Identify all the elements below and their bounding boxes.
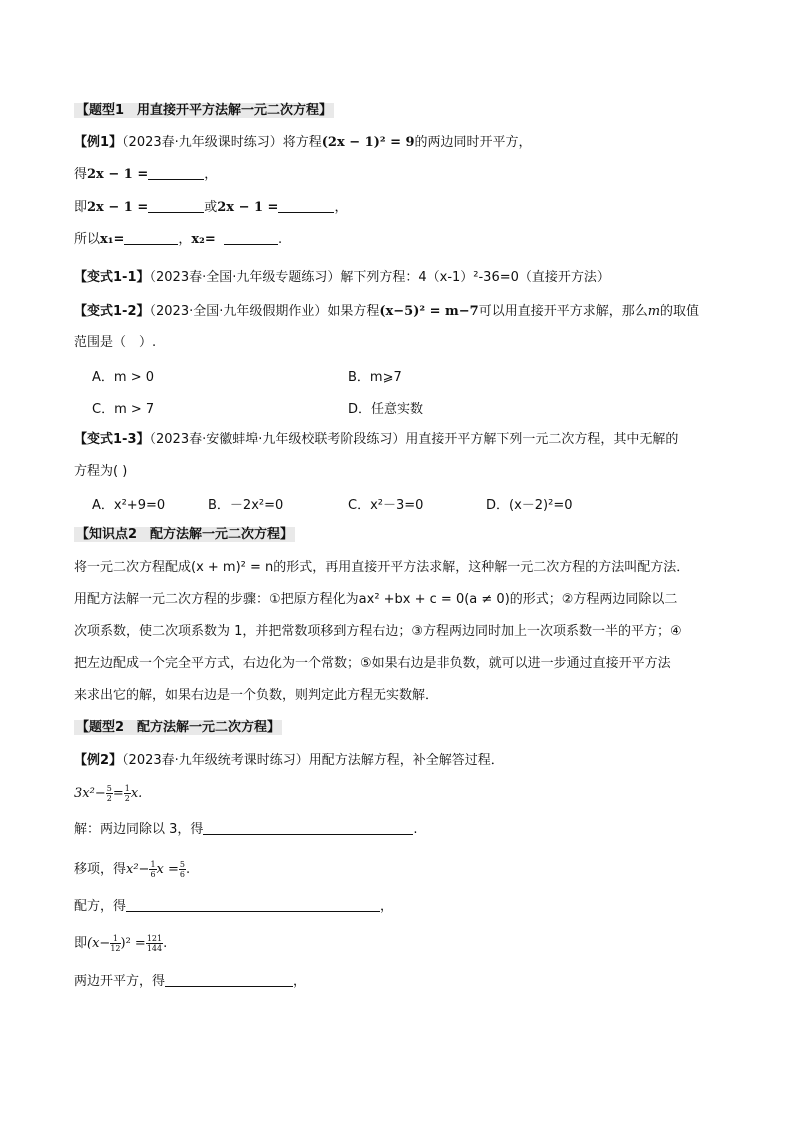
example2-line xyxy=(74,751,504,771)
answer-blank[interactable] xyxy=(278,198,334,213)
fraction xyxy=(179,860,186,879)
variant-1-2-label: 【变式1-2】 xyxy=(74,304,150,319)
comma: ， xyxy=(204,167,218,182)
option-d[interactable]: D．(x－2)²=0 xyxy=(486,498,573,513)
variant-1-1-label: 【变式1-1】 xyxy=(74,270,150,285)
option-c[interactable]: C．x²－3=0 xyxy=(348,498,424,513)
variant-1-2-equation: (x−5)² = m−7 xyxy=(379,304,479,319)
example2-equation xyxy=(74,784,142,804)
kp2-heading-text: 【知识点2 配方法解一元二次方程】 xyxy=(76,527,294,542)
option-a[interactable]: A．x²+9=0 xyxy=(92,498,166,513)
or-word: 或 xyxy=(204,200,218,215)
example1-step2 xyxy=(74,198,347,218)
numerator: 121 xyxy=(146,934,163,943)
variant-1-3-text1: （2023春·安徽蚌埠·九年级校联考阶段练习）用直接开平方解下列一元二次方程，其中无解的 xyxy=(149,432,679,447)
eq-part: x²− xyxy=(126,862,150,877)
denominator: 2 xyxy=(106,794,112,803)
solution-step1 xyxy=(74,820,418,840)
step2-equation-a: 2x − 1 = xyxy=(87,200,149,215)
answer-blank[interactable] xyxy=(203,820,413,835)
solution-step5 xyxy=(74,972,306,992)
period: . xyxy=(163,936,168,951)
variant-1-3-label: 【变式1-3】 xyxy=(74,432,150,447)
type2-heading-text: 【题型2 配方法解一元二次方程】 xyxy=(76,720,281,735)
comma: ， xyxy=(293,974,307,989)
step-text: 解：两边同除以 3，得 xyxy=(74,822,204,837)
example1-step3 xyxy=(74,230,282,250)
step1-prefix: 得 xyxy=(74,167,88,182)
step-text: 配方，得 xyxy=(74,899,127,914)
variant-1-3-cont: 方程为( ) xyxy=(74,464,128,479)
example1-line xyxy=(74,133,532,153)
step-text: 两边开平方，得 xyxy=(74,974,166,989)
eq-part: = xyxy=(112,786,124,801)
eq-part: )² = xyxy=(120,936,146,951)
example2-label: 【例2】 xyxy=(74,753,123,768)
kp2-paragraph-line: 用配方法解一元二次方程的步骤：①把原方程化为ax² +bx + c = 0(a ≠ 0)的形式；②方程两边同除以二 xyxy=(74,592,678,607)
period: . xyxy=(186,862,191,877)
eq-part: 3x²− xyxy=(74,786,106,801)
knowledge-point-2-heading xyxy=(74,525,295,545)
kp2-paragraph-line: 将一元二次方程配成(x + m)² = n的形式，再用直接开平方法求解，这种解一元二次方程的方法叫配方法． xyxy=(74,560,690,575)
option-d[interactable]: D．任意实数 xyxy=(348,402,424,417)
answer-blank[interactable] xyxy=(148,198,204,213)
answer-blank[interactable] xyxy=(224,230,278,245)
example1-step1 xyxy=(74,165,217,185)
eq-part: x = xyxy=(156,862,179,877)
option-c[interactable]: C．m > 7 xyxy=(92,402,155,417)
step-text: 即 xyxy=(74,936,88,951)
type1-heading xyxy=(74,101,334,121)
numerator: 1 xyxy=(110,934,120,944)
example1-source: （2023春·九年级课时练习）将方程 xyxy=(122,135,322,150)
comma: ， xyxy=(178,232,192,247)
answer-blank[interactable] xyxy=(126,897,380,912)
fraction xyxy=(149,860,156,879)
variable-m: m xyxy=(647,304,661,319)
denominator: 12 xyxy=(110,944,121,953)
denominator: 144 xyxy=(146,944,163,953)
variant-1-2-text3: 的取值 xyxy=(660,304,700,319)
numerator: 5 xyxy=(106,784,112,793)
step3-prefix: 所以 xyxy=(74,232,101,247)
answer-blank[interactable] xyxy=(148,165,204,180)
denominator: 6 xyxy=(179,870,185,879)
numerator: 5 xyxy=(179,860,185,869)
example1-tail: 的两边同时开平方， xyxy=(414,135,532,150)
x2-label: x₂= xyxy=(191,232,216,247)
type2-heading xyxy=(74,718,282,738)
type1-heading-text: 【题型1 用直接开平方法解一元二次方程】 xyxy=(76,103,333,118)
example1-label: 【例1】 xyxy=(74,135,123,150)
x1-label: x₁= xyxy=(100,232,125,247)
example2-text: （2023春·九年级统考课时练习）用配方法解方程，补全解答过程． xyxy=(122,753,504,768)
solution-step4 xyxy=(74,934,167,954)
variant-1-2-cont: 范围是（ ）. xyxy=(74,335,157,350)
step1-equation: 2x − 1 = xyxy=(87,167,149,182)
option-b[interactable]: B．－2x²=0 xyxy=(208,498,284,513)
fraction xyxy=(106,784,113,803)
variant-1-3 xyxy=(74,430,678,450)
variant-1-1 xyxy=(74,268,610,288)
numerator: 1 xyxy=(150,860,156,869)
step-text: 移项，得 xyxy=(74,862,127,877)
answer-blank[interactable] xyxy=(165,972,293,987)
step2-prefix: 即 xyxy=(74,200,88,215)
kp2-paragraph-line: 来求出它的解，如果右边是一个负数，则判定此方程无实数解． xyxy=(74,688,439,703)
variant-1-1-text: （2023春·全国·九年级专题练习）解下列方程：4（x-1）²-36=0（直接开方法） xyxy=(149,270,610,285)
answer-blank[interactable] xyxy=(124,230,178,245)
kp2-paragraph-line: 把左边配成一个完全平方式，右边化为一个常数；⑤如果右边是非负数，就可以进一步通过直接开平方法 xyxy=(74,656,671,671)
step2-equation-b: 2x − 1 = xyxy=(217,200,279,215)
solution-step2 xyxy=(74,860,190,880)
variant-1-2-text2: 可以用直接开平方求解，那么 xyxy=(478,304,648,319)
denominator: 6 xyxy=(150,870,156,879)
numerator: 1 xyxy=(124,784,130,793)
fraction xyxy=(146,934,163,953)
kp2-paragraph-line: 次项系数，使二次项系数为 1，并把常数项移到方程右边；③方程两边同时加上一次项系数一半的平方；④ xyxy=(74,624,682,639)
option-b[interactable]: B．m⩾7 xyxy=(348,370,402,385)
option-a[interactable]: A．m > 0 xyxy=(92,370,154,385)
fraction xyxy=(110,934,120,953)
eq-part: x. xyxy=(130,786,143,801)
variant-1-2-text1: （2023·全国·九年级假期作业）如果方程 xyxy=(149,304,380,319)
comma: ， xyxy=(380,899,394,914)
variant-1-2 xyxy=(74,302,699,322)
solution-step3 xyxy=(74,897,393,917)
example1-equation: (2x − 1)² = 9 xyxy=(321,135,415,150)
period: . xyxy=(277,232,283,247)
eq-part: (x− xyxy=(87,936,111,951)
fraction xyxy=(124,784,131,803)
comma: ， xyxy=(334,200,348,215)
period: . xyxy=(413,822,418,837)
denominator: 2 xyxy=(124,794,130,803)
